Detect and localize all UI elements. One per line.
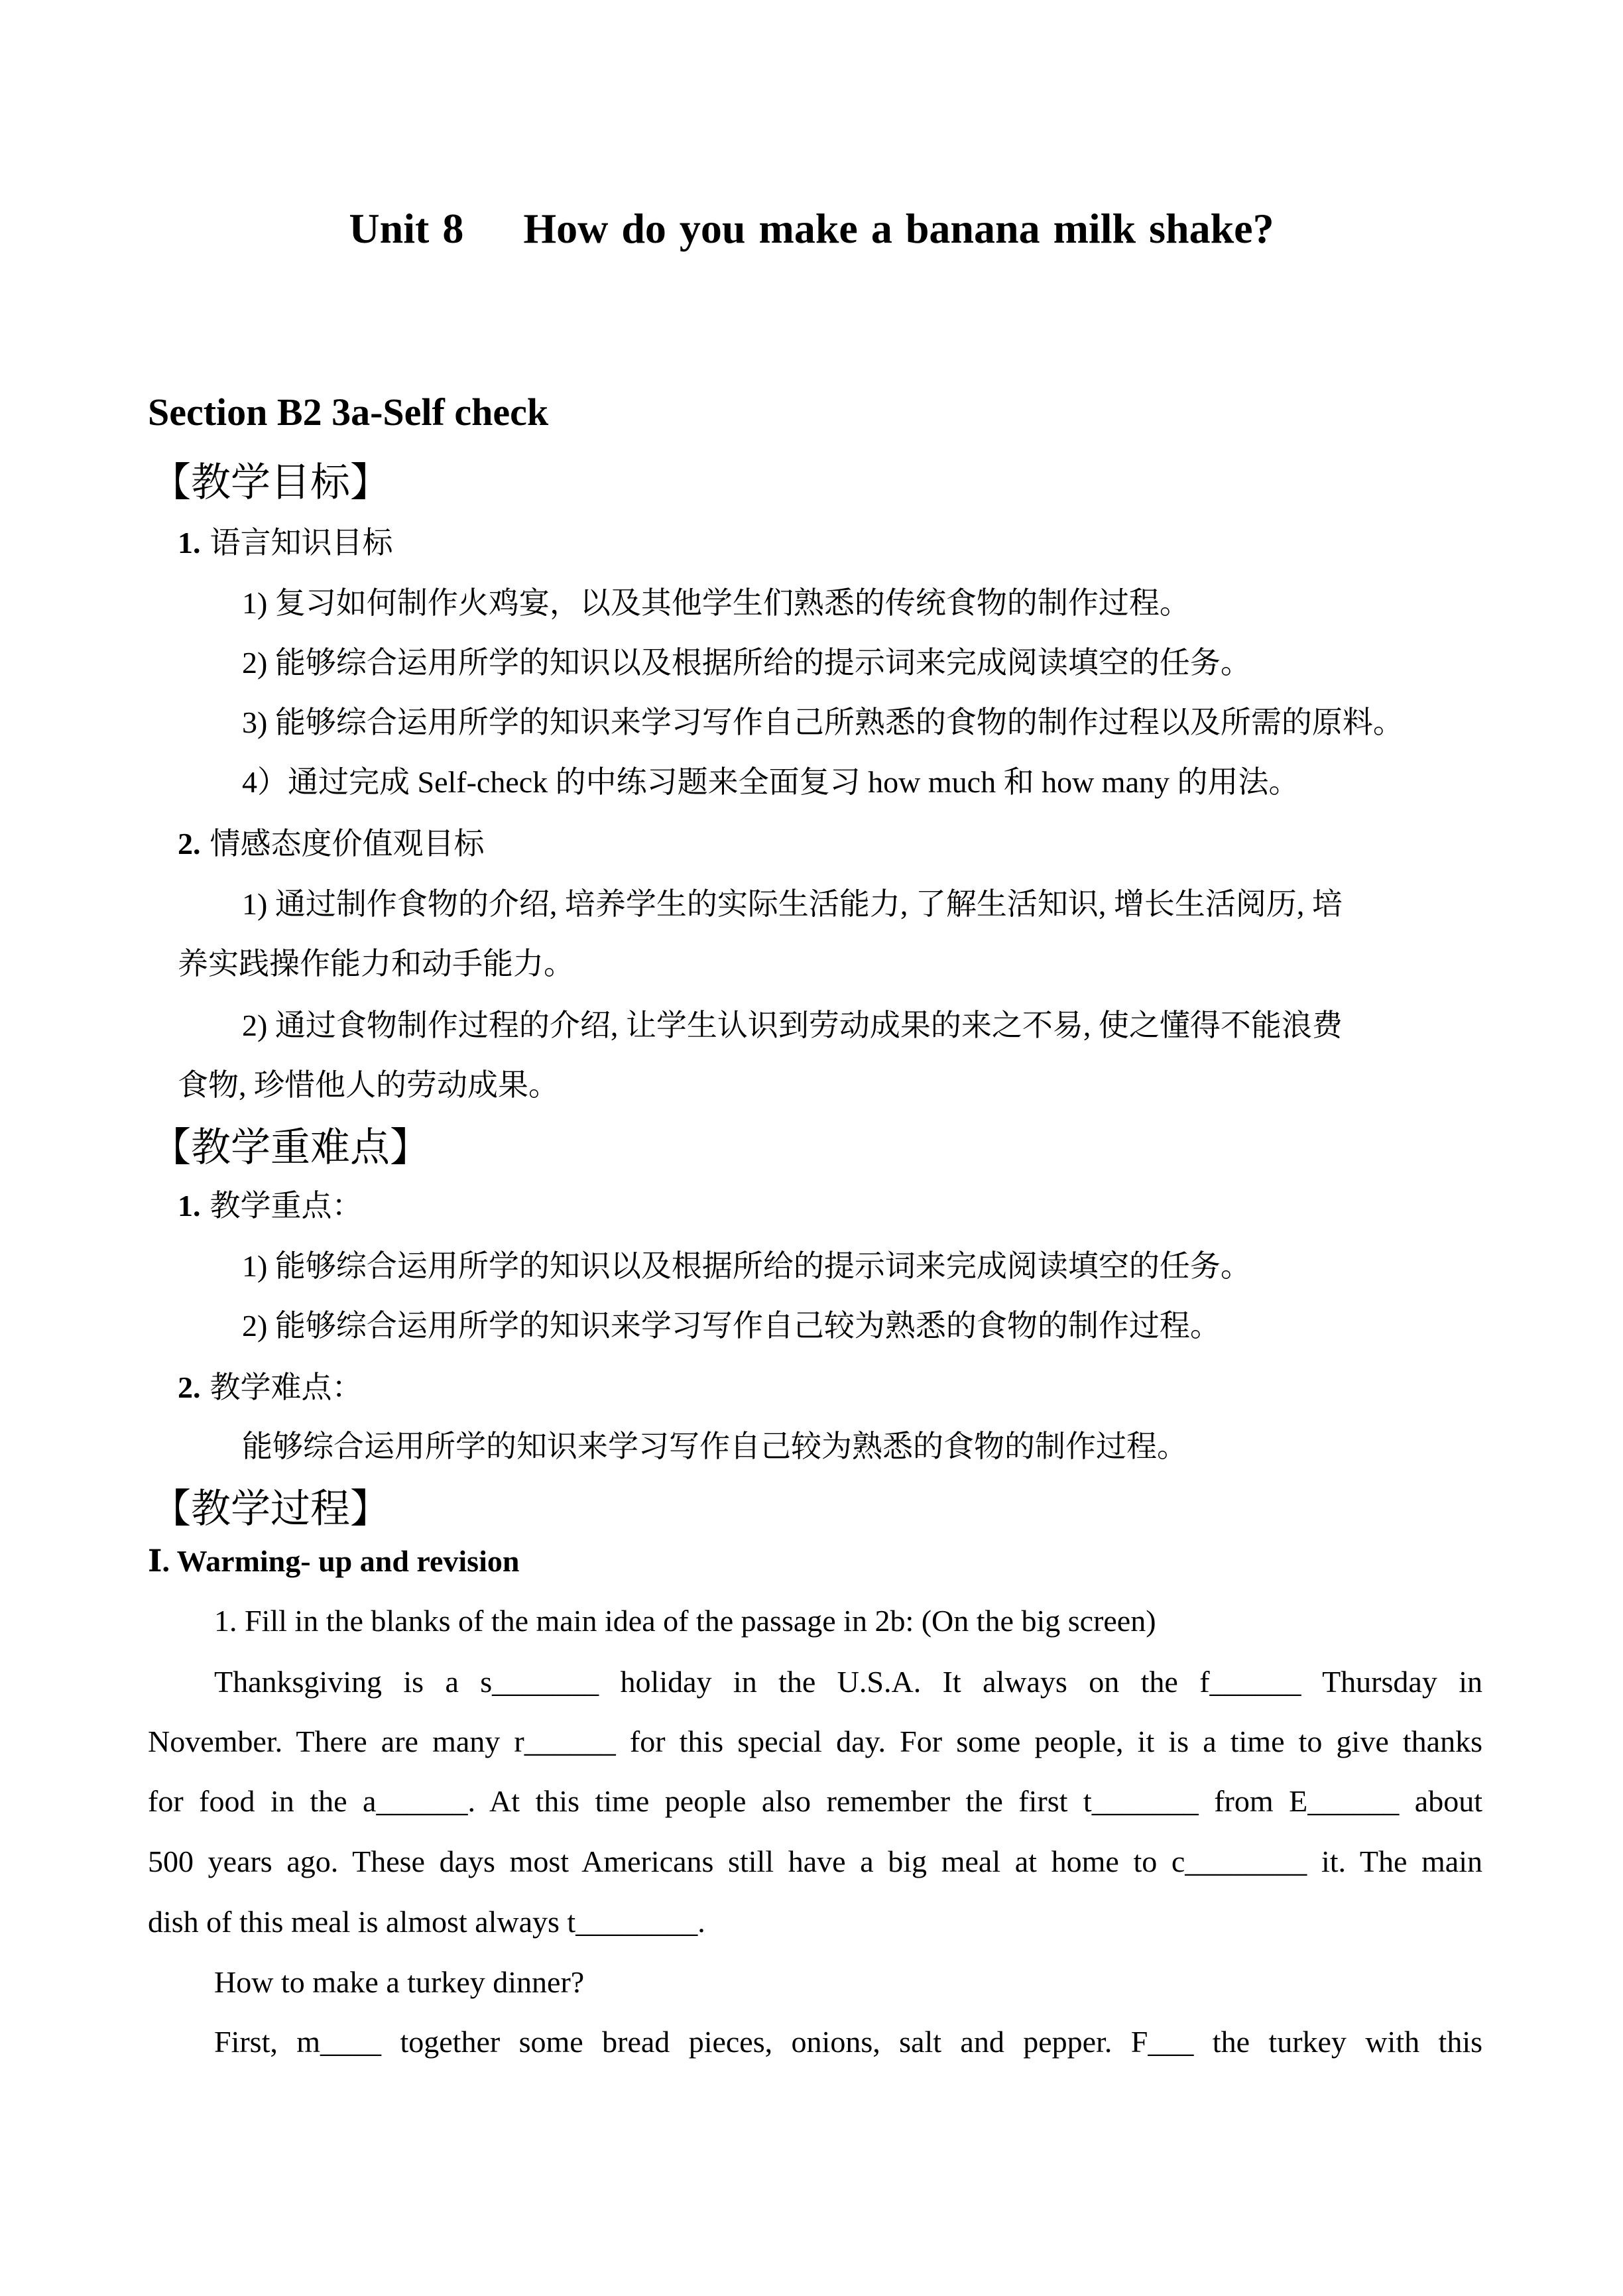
- passage-line: November. There are many r______ for this special day. For some people, it is a time to give thanks: [148, 1724, 1482, 1758]
- process-heading: 【教学过程】: [151, 1487, 390, 1531]
- emotion-goal-item-cont: 养实践操作能力和动手能力。: [178, 947, 574, 981]
- knowledge-goal-num: 1.: [178, 526, 201, 560]
- knowledge-goal-label: 语言知识目标: [210, 526, 393, 560]
- passage-line: for food in the a______. At this time people also remember the first t_______ from E______ about: [148, 1784, 1482, 1818]
- emotion-goal-label: 情感态度价值观目标: [210, 827, 485, 861]
- focus-heading: [178, 1181, 363, 1225]
- emotion-goal-num: 2.: [178, 827, 201, 861]
- emotion-goal-heading: [178, 819, 485, 863]
- focus-label: 教学重点：: [210, 1189, 363, 1223]
- knowledge-goal-heading: [178, 518, 393, 562]
- section-heading: Section B2 3a-Self check: [148, 391, 549, 434]
- difficulty-num: 2.: [178, 1370, 201, 1404]
- passage-line: Thanksgiving is a s_______ holiday in the U.S.A. It always on the f______ Thursday in: [214, 1665, 1482, 1699]
- goals-heading: 【教学目标】: [151, 461, 390, 505]
- difficulty-text: 能够综合运用所学的知识来学习写作自己较为熟悉的食物的制作过程。: [242, 1429, 1187, 1463]
- emotion-goal-item-cont: 食物, 珍惜他人的劳动成果。: [178, 1068, 559, 1102]
- knowledge-goal-item: 1) 复习如何制作火鸡宴，以及其他学生们熟悉的传统食物的制作过程。: [242, 586, 1190, 620]
- knowledge-goal-item: 4）通过完成 Self-check 的中练习题来全面复习 how much 和 how many 的用法。: [242, 765, 1299, 799]
- difficulty-heading: [178, 1363, 363, 1407]
- focus-num: 1.: [178, 1189, 201, 1223]
- emotion-goal-item: 1) 通过制作食物的介绍, 培养学生的实际生活能力, 了解生活知识, 增长生活阅历, 培: [242, 887, 1343, 921]
- keypoints-heading: 【教学重难点】: [151, 1126, 430, 1170]
- passage-line: dish of this meal is almost always t________.: [148, 1905, 705, 1939]
- task-instruction: 1. Fill in the blanks of the main idea of the passage in 2b: (On the big screen): [214, 1604, 1156, 1638]
- page-title: [0, 204, 1623, 253]
- knowledge-goal-item: 2) 能够综合运用所学的知识以及根据所给的提示词来完成阅读填空的任务。: [242, 646, 1251, 680]
- focus-item: 2) 能够综合运用所学的知识来学习写作自己较为熟悉的食物的制作过程。: [242, 1309, 1221, 1343]
- passage-line: 500 years ago. These days most Americans still have a big meal at home to c________ it. The main: [148, 1844, 1482, 1878]
- turkey-steps-line: First, m____ together some bread pieces, onions, salt and pepper. F___ the turkey with this: [214, 2025, 1482, 2059]
- step-warming-up: Ⅰ. Warming- up and revision: [148, 1544, 520, 1578]
- difficulty-label: 教学难点：: [210, 1370, 363, 1404]
- knowledge-goal-item: 3) 能够综合运用所学的知识来学习写作自己所熟悉的食物的制作过程以及所需的原料。: [242, 705, 1404, 739]
- emotion-goal-item: 2) 通过食物制作过程的介绍, 让学生认识到劳动成果的来之不易, 使之懂得不能浪费: [242, 1008, 1343, 1042]
- unit-label: Unit 8: [349, 205, 464, 252]
- unit-question: How do you make a banana milk shake?: [523, 205, 1274, 252]
- turkey-question: How to make a turkey dinner?: [214, 1965, 585, 1999]
- focus-item: 1) 能够综合运用所学的知识以及根据所给的提示词来完成阅读填空的任务。: [242, 1249, 1251, 1283]
